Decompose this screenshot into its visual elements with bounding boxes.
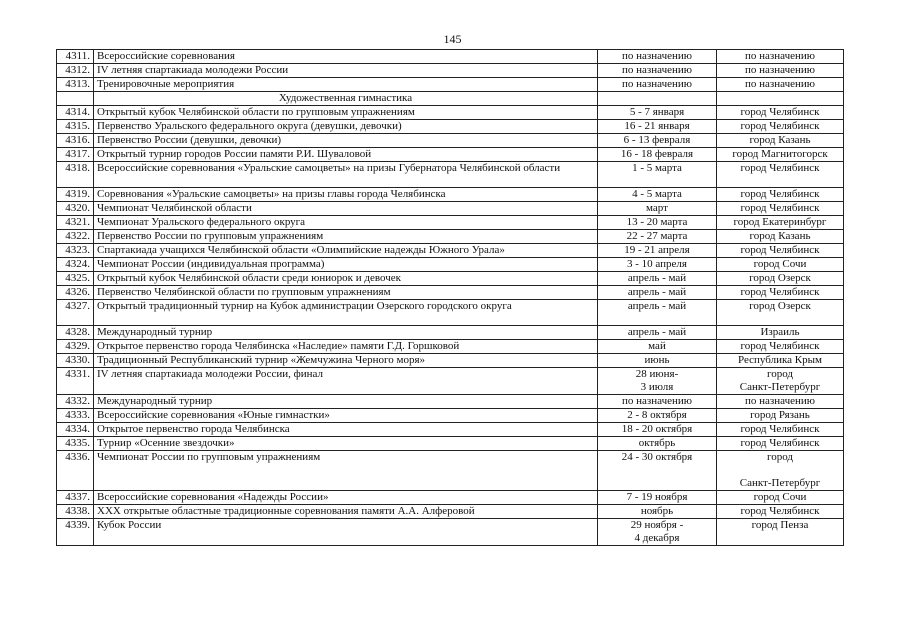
event-name: Открытый турнир городов России памяти Р.И. Шуваловой <box>94 148 598 162</box>
event-place: город Санкт-Петербург <box>717 368 844 395</box>
row-number: 4334. <box>57 423 94 437</box>
event-place: город Челябинск <box>717 188 844 202</box>
event-date: 16 - 18 февраля <box>598 148 717 162</box>
event-date: по назначению <box>598 395 717 409</box>
event-date: ноябрь <box>598 505 717 519</box>
event-name: Первенство России по групповым упражнениям <box>94 230 598 244</box>
event-date: 7 - 19 ноября <box>598 491 717 505</box>
event-place: город Челябинск <box>717 340 844 354</box>
event-place: город Челябинск <box>717 162 844 188</box>
event-place: город Пенза <box>717 519 844 546</box>
empty-cell <box>598 92 717 106</box>
row-number: 4321. <box>57 216 94 230</box>
event-name: Первенство России (девушки, девочки) <box>94 134 598 148</box>
event-name: Турнир «Осенние звездочки» <box>94 437 598 451</box>
event-place: город Челябинск <box>717 202 844 216</box>
row-number: 4339. <box>57 519 94 546</box>
event-name: Чемпионат Челябинской области <box>94 202 598 216</box>
event-place: по назначению <box>717 395 844 409</box>
table-row <box>57 230 844 244</box>
event-date: октябрь <box>598 437 717 451</box>
row-number: 4312. <box>57 64 94 78</box>
row-number: 4317. <box>57 148 94 162</box>
event-date: апрель - май <box>598 272 717 286</box>
event-place: город Челябинск <box>717 423 844 437</box>
table-row <box>57 64 844 78</box>
event-date: 6 - 13 февраля <box>598 134 717 148</box>
event-place: город Казань <box>717 230 844 244</box>
event-name: Кубок России <box>94 519 598 546</box>
table-row <box>57 244 844 258</box>
row-number: 4336. <box>57 451 94 491</box>
events-table <box>56 49 844 546</box>
row-number: 4325. <box>57 272 94 286</box>
table-row <box>57 202 844 216</box>
event-date: 5 - 7 января <box>598 106 717 120</box>
event-place: город Озерск <box>717 272 844 286</box>
event-date: 24 - 30 октября <box>598 451 717 491</box>
table-row <box>57 106 844 120</box>
event-place: город Магнитогорск <box>717 148 844 162</box>
row-number: 4322. <box>57 230 94 244</box>
table-row <box>57 258 844 272</box>
row-number: 4333. <box>57 409 94 423</box>
event-date: 2 - 8 октября <box>598 409 717 423</box>
event-name: Открытый кубок Челябинской области по групповым упражнениям <box>94 106 598 120</box>
event-date: по назначению <box>598 50 717 64</box>
event-place: город Озерск <box>717 300 844 326</box>
event-date: апрель - май <box>598 300 717 326</box>
table-row <box>57 188 844 202</box>
event-place: Республика Крым <box>717 354 844 368</box>
event-date: 4 - 5 марта <box>598 188 717 202</box>
event-name: IV летняя спартакиада молодежи России <box>94 64 598 78</box>
row-number: 4323. <box>57 244 94 258</box>
event-date: май <box>598 340 717 354</box>
event-date: 22 - 27 марта <box>598 230 717 244</box>
table-row <box>57 272 844 286</box>
event-date: по назначению <box>598 64 717 78</box>
event-name: Тренировочные мероприятия <box>94 78 598 92</box>
event-name: Чемпионат Уральского федерального округа <box>94 216 598 230</box>
row-number: 4332. <box>57 395 94 409</box>
event-date: 1 - 5 марта <box>598 162 717 188</box>
event-name: Открытый кубок Челябинской области среди юниорок и девочек <box>94 272 598 286</box>
event-date: апрель - май <box>598 326 717 340</box>
event-place: по назначению <box>717 50 844 64</box>
event-place: город Челябинск <box>717 106 844 120</box>
table-row <box>57 354 844 368</box>
event-place: по назначению <box>717 78 844 92</box>
row-number: 4328. <box>57 326 94 340</box>
event-date: 19 - 21 апреля <box>598 244 717 258</box>
event-name: Первенство Челябинской области по групповым упражнениям <box>94 286 598 300</box>
row-number: 4311. <box>57 50 94 64</box>
event-place: город Рязань <box>717 409 844 423</box>
event-name: XXX открытые областные традиционные соревнования памяти А.А. Алферовой <box>94 505 598 519</box>
row-number: 4335. <box>57 437 94 451</box>
event-place: город Сочи <box>717 258 844 272</box>
table-row <box>57 368 844 395</box>
row-number: 4315. <box>57 120 94 134</box>
table-row <box>57 423 844 437</box>
event-date: 3 - 10 апреля <box>598 258 717 272</box>
table-row <box>57 340 844 354</box>
event-name: IV летняя спартакиада молодежи России, финал <box>94 368 598 395</box>
event-date: март <box>598 202 717 216</box>
event-place: Израиль <box>717 326 844 340</box>
table-row <box>57 216 844 230</box>
row-number: 4318. <box>57 162 94 188</box>
event-place: город Челябинск <box>717 437 844 451</box>
row-number: 4319. <box>57 188 94 202</box>
event-name: Первенство Уральского федерального округа (девушки, девочки) <box>94 120 598 134</box>
event-name: Чемпионат России (индивидуальная программа) <box>94 258 598 272</box>
event-place: город Челябинск <box>717 286 844 300</box>
event-place: город Челябинск <box>717 505 844 519</box>
event-name: Чемпионат России по групповым упражнениям <box>94 451 598 491</box>
section-row <box>57 92 844 106</box>
table-row <box>57 437 844 451</box>
table-row <box>57 286 844 300</box>
row-number: 4313. <box>57 78 94 92</box>
row-number: 4329. <box>57 340 94 354</box>
event-name: Спартакиада учащихся Челябинской области «Олимпийские надежды Южного Урала» <box>94 244 598 258</box>
event-name: Всероссийские соревнования «Надежды России» <box>94 491 598 505</box>
event-place: город Челябинск <box>717 120 844 134</box>
page-number: 145 <box>443 32 462 46</box>
table-row <box>57 162 844 188</box>
table-row <box>57 78 844 92</box>
event-name: Всероссийские соревнования <box>94 50 598 64</box>
section-title: Художественная гимнастика <box>94 92 598 106</box>
table-row <box>57 326 844 340</box>
event-name: Традиционный Республиканский турнир «Жемчужина Черного моря» <box>94 354 598 368</box>
row-number: 4330. <box>57 354 94 368</box>
row-number: 4338. <box>57 505 94 519</box>
row-number: 4324. <box>57 258 94 272</box>
table-row <box>57 120 844 134</box>
event-place: по назначению <box>717 64 844 78</box>
event-name: Международный турнир <box>94 395 598 409</box>
table-row <box>57 519 844 546</box>
event-date: 16 - 21 января <box>598 120 717 134</box>
table-row <box>57 409 844 423</box>
table-row <box>57 451 844 491</box>
table-row <box>57 505 844 519</box>
event-place: город Екатеринбург <box>717 216 844 230</box>
row-number: 4337. <box>57 491 94 505</box>
table-row <box>57 395 844 409</box>
event-name: Всероссийские соревнования «Уральские самоцветы» на призы Губернатора Челябинской области <box>94 162 598 188</box>
event-name: Соревнования «Уральские самоцветы» на призы главы города Челябинска <box>94 188 598 202</box>
event-date: 18 - 20 октября <box>598 423 717 437</box>
table-row <box>57 300 844 326</box>
row-number: 4320. <box>57 202 94 216</box>
event-date: 29 ноября - 4 декабря <box>598 519 717 546</box>
event-name: Открытое первенство города Челябинска «Наследие» памяти Г.Д. Горшковой <box>94 340 598 354</box>
event-date: 28 июня- 3 июля <box>598 368 717 395</box>
event-place: город Челябинск <box>717 244 844 258</box>
event-place: город Санкт-Петербург <box>717 451 844 491</box>
empty-cell <box>717 92 844 106</box>
table-row <box>57 134 844 148</box>
event-name: Всероссийские соревнования «Юные гимнастки» <box>94 409 598 423</box>
event-name: Открытое первенство города Челябинска <box>94 423 598 437</box>
row-number: 4331. <box>57 368 94 395</box>
event-date: апрель - май <box>598 286 717 300</box>
event-place: город Казань <box>717 134 844 148</box>
table-row <box>57 148 844 162</box>
event-date: 13 - 20 марта <box>598 216 717 230</box>
event-date: июнь <box>598 354 717 368</box>
row-number: 4326. <box>57 286 94 300</box>
empty-cell <box>57 92 94 106</box>
table-row <box>57 491 844 505</box>
row-number: 4316. <box>57 134 94 148</box>
event-date: по назначению <box>598 78 717 92</box>
event-name: Открытый традиционный турнир на Кубок администрации Озерского городского округа <box>94 300 598 326</box>
row-number: 4327. <box>57 300 94 326</box>
event-place: город Сочи <box>717 491 844 505</box>
row-number: 4314. <box>57 106 94 120</box>
table-row <box>57 50 844 64</box>
event-name: Международный турнир <box>94 326 598 340</box>
